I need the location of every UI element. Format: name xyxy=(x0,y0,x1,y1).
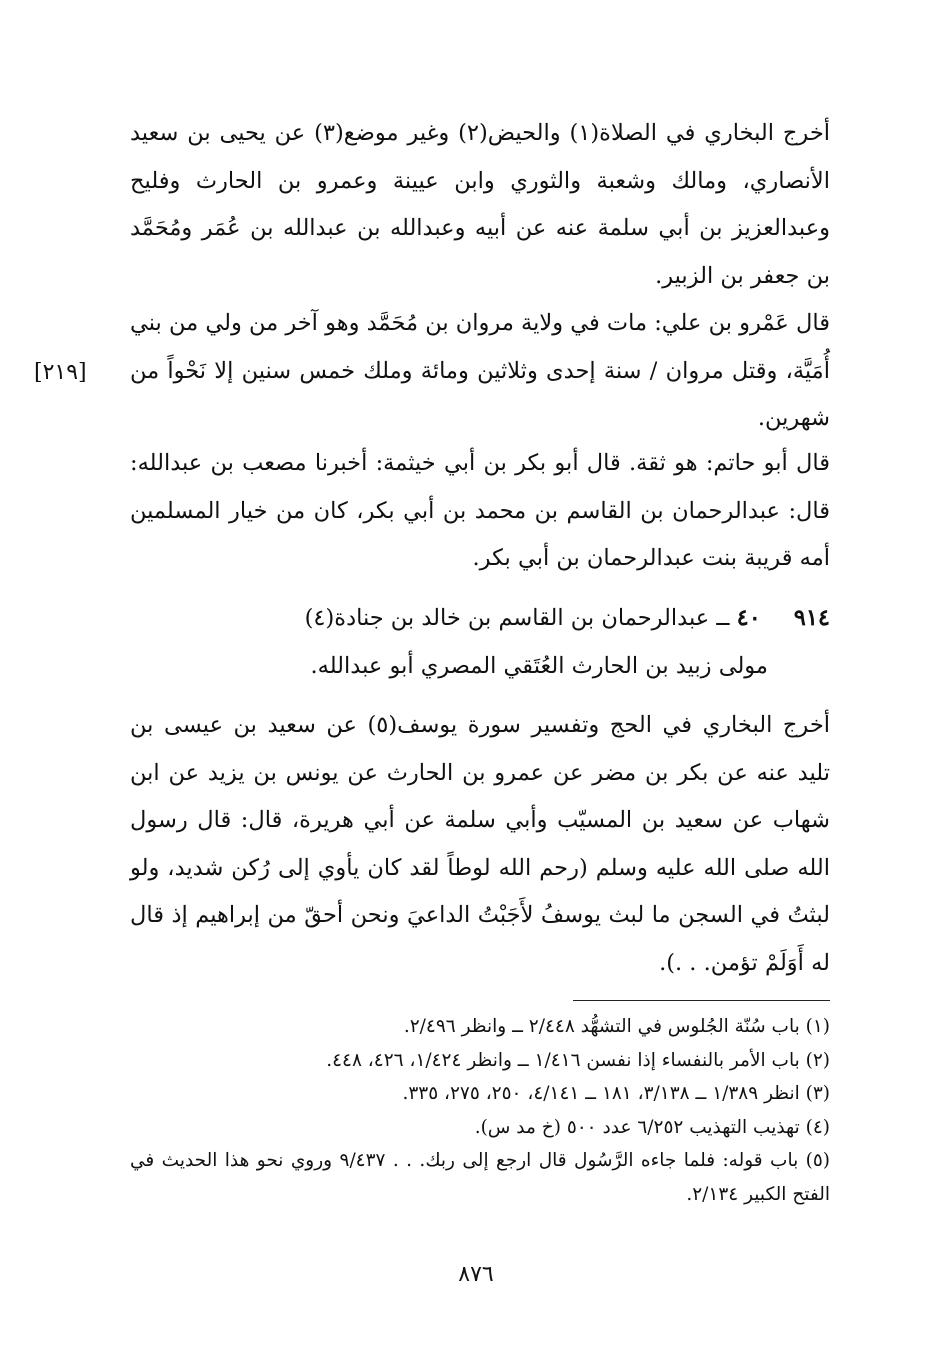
footnote-4: (٤) تهذيب التهذيب ٦/٢٥٢ عدد ٥٠٠ (خ مد س). xyxy=(474,1116,830,1138)
footnote-5: (٥) باب قوله: فلما جاءه الرَّسُول قال ارجع إلى ربك. . . ٩/٤٣٧ وروي نحو هذا الحديث في الفتح الكبير ٢/١٣٤. xyxy=(130,1150,831,1205)
page-number: ٨٧٦ xyxy=(458,1262,494,1287)
entry-number: ٩١٤ xyxy=(793,605,830,631)
footnote-3: (٣) انظر ١/٣٨٩ ــ ٣/١٣٨، ١٨١ ــ ٤/١٤١، ٢٥٠، ٢٧٥، ٣٣٥. xyxy=(402,1083,830,1104)
paragraph-1: أخرج البخاري في الصلاة(١) والحيض(٢) وغير موضع(٣) عن يحيى بن سعيد الأنصاري، ومالك وشعبة والثوري وابن عيينة وعمرو بن الحارث وفليح وعبدالعزيز بن أبي سلمة عنه عن أبيه وعبدالله بن عبدالله بن عُمَر ومُحَمَّد بن جعفر بن الزبير. xyxy=(130,120,831,289)
margin-page-reference: [٢١٩] xyxy=(34,360,87,385)
entry-heading xyxy=(130,595,830,643)
footnote-1: (١) باب سُنّة الجُلوس في التشهُّد ٢/٤٤٨ ــ وانظر ٢/٤٩٦. xyxy=(403,1016,830,1037)
footnote-2: (٢) باب الأمر بالنفساء إذا نفسن ١/٤١٦ ــ وانظر ١/٤٢٤، ٤٢٦، ٤٤٨. xyxy=(326,1049,830,1071)
paragraph-2: قال عَمْرو بن علي: مات في ولاية مروان بن مُحَمَّد وهو آخر من ولي من بني أُمَيَّة، وقتل مروان / سنة إحدى وثلاثين ومائة وملك خمس سنين إلا نَحْواً من شهرين. xyxy=(130,310,830,431)
paragraph-3: قال أبو حاتم: هو ثقة. قال أبو بكر بن أبي خيثمة: أخبرنا مصعب بن عبدالله: قال: عبدالرحمان بن القاسم بن محمد بن أبي بكر، كان من خيار المسلمين أمه قريبة بنت عبدالرحمان بن أبي بكر. xyxy=(130,450,830,571)
footnote-separator xyxy=(573,1000,830,1001)
paragraph-4: أخرج البخاري في الحج وتفسير سورة يوسف(٥) عن سعيد بن عيسى بن تليد عنه عن بكر بن مضر عن عمرو بن الحارث عن يونس بن يزيد عن ابن شهاب عن سعيد بن المسيّب وأبي سلمة عن أبي هريرة، قال: قال رسول الله صلى الله عليه وسلم (رحم الله لوطاً لقد كان يأوي إلى رُكن شديد، ولو لبثتُ في السجن ما لبث يوسفُ لأَجَبْتُ الداعيَ ونحن أحقّ من إبراهيم إذ قال له أَوَلَمْ تؤمن. . .). xyxy=(130,712,830,976)
entry-name: عبدالرحمان بن القاسم بن خالد بن جنادة(٤) xyxy=(304,605,710,631)
entry-description: مولى زبيد بن الحارث العُتَقي المصري أبو عبدالله. xyxy=(310,652,768,679)
footnotes-list xyxy=(130,1010,830,1211)
entry-dash: ــ xyxy=(716,605,730,631)
entry-sequence: ٤٠ xyxy=(736,605,761,631)
biography-entry xyxy=(130,595,830,690)
